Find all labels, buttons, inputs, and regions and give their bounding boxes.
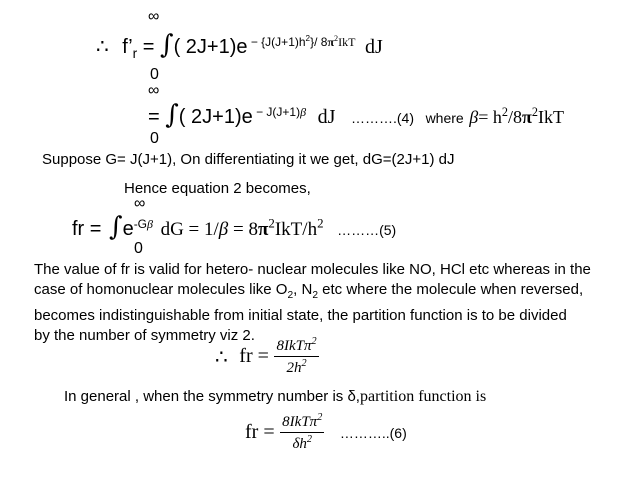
eq4-lower-limit: 0 xyxy=(150,130,159,147)
eq6-label: ………..(6) xyxy=(339,424,407,441)
hence-text: Hence equation 2 becomes, xyxy=(124,180,311,197)
eq1-dj: dJ xyxy=(364,36,383,58)
eq5-integral: ∫ xyxy=(109,212,123,242)
eq-half-fraction xyxy=(274,336,318,377)
beta-definition: $\beta= h^2/8\pi^2IkT$ xyxy=(469,105,565,127)
eq4-integrand: ( 2J+1)e xyxy=(178,106,253,128)
eq1-integrand: ( 2J+1)e xyxy=(173,36,248,58)
eq4-dj: dJ xyxy=(317,106,336,128)
eq6-fraction xyxy=(280,412,324,453)
eq5-lhs: fr = xyxy=(72,218,102,240)
eq1-upper-limit: ∞ xyxy=(148,8,160,25)
eq6-lhs: fr = xyxy=(245,421,275,443)
eq1-equals: = xyxy=(142,36,155,58)
eq6-row xyxy=(245,412,407,453)
eq4-equals: = xyxy=(148,106,160,128)
eq5-exponent: -Gβ xyxy=(133,217,154,231)
eq4-upper-limit: ∞ xyxy=(148,82,160,99)
paragraph xyxy=(34,260,591,346)
eq4-row xyxy=(148,100,564,130)
eq-half-numerator: 8IkTπ$^2$ xyxy=(276,336,317,354)
eq-half-therefore: ∴ xyxy=(215,344,228,369)
eq1-row xyxy=(96,30,383,61)
eq1-lower-limit: 0 xyxy=(150,66,159,83)
general-text: In general , when the symmetry number is δ,partition function is xyxy=(64,388,487,405)
eq5-label: ………(5) xyxy=(337,222,397,238)
eq5-row xyxy=(72,212,396,242)
paragraph-line-2: case of homonuclear molecules like $O_2$, $N_2$ etc where the molecule when reversed, xyxy=(34,281,584,301)
eq-half-row xyxy=(215,336,319,377)
paragraph-line-3: becomes indistinguishable from initial state, the partition function is to be divided xyxy=(34,307,567,324)
eq5-upper-limit: ∞ xyxy=(134,195,146,212)
eq5-rhs: dG = $1/\beta = 8\pi^2IkT/h^2$ xyxy=(160,215,324,240)
eq4-integral: ∫ xyxy=(165,100,179,130)
eq4-exponent: − J(J+1)β xyxy=(252,105,307,119)
suppose-text: Suppose G= J(J+1), On differentiating it we get, dG=(2J+1) dJ xyxy=(42,151,455,168)
eq6-numerator: 8IkTπ$^2$ xyxy=(282,412,323,430)
eq-half-lhs: fr = xyxy=(239,345,269,367)
eq5-lower-limit: 0 xyxy=(134,240,143,257)
therefore-symbol: ∴ xyxy=(96,34,109,58)
eq6-denominator: $\delta h^2$ xyxy=(280,432,324,453)
paragraph-line-1: The value of fr is valid for hetero- nuclear molecules like NO, HCl etc whereas in the xyxy=(34,261,591,278)
eq-half-denominator: $2h^2$ xyxy=(274,356,318,377)
paragraph-line-4: by the number of symmetry viz 2. xyxy=(34,327,255,344)
eq1-lhs: $f’_r$ xyxy=(122,36,138,61)
eq1-exponent: − {J(J+1)h2}/ 8π2IkT xyxy=(247,34,356,49)
eq4-label: ……….(4) xyxy=(351,110,414,126)
eq5-e: e xyxy=(122,218,134,240)
where-text: where xyxy=(425,110,464,126)
eq1-integral: ∫ xyxy=(160,30,174,60)
